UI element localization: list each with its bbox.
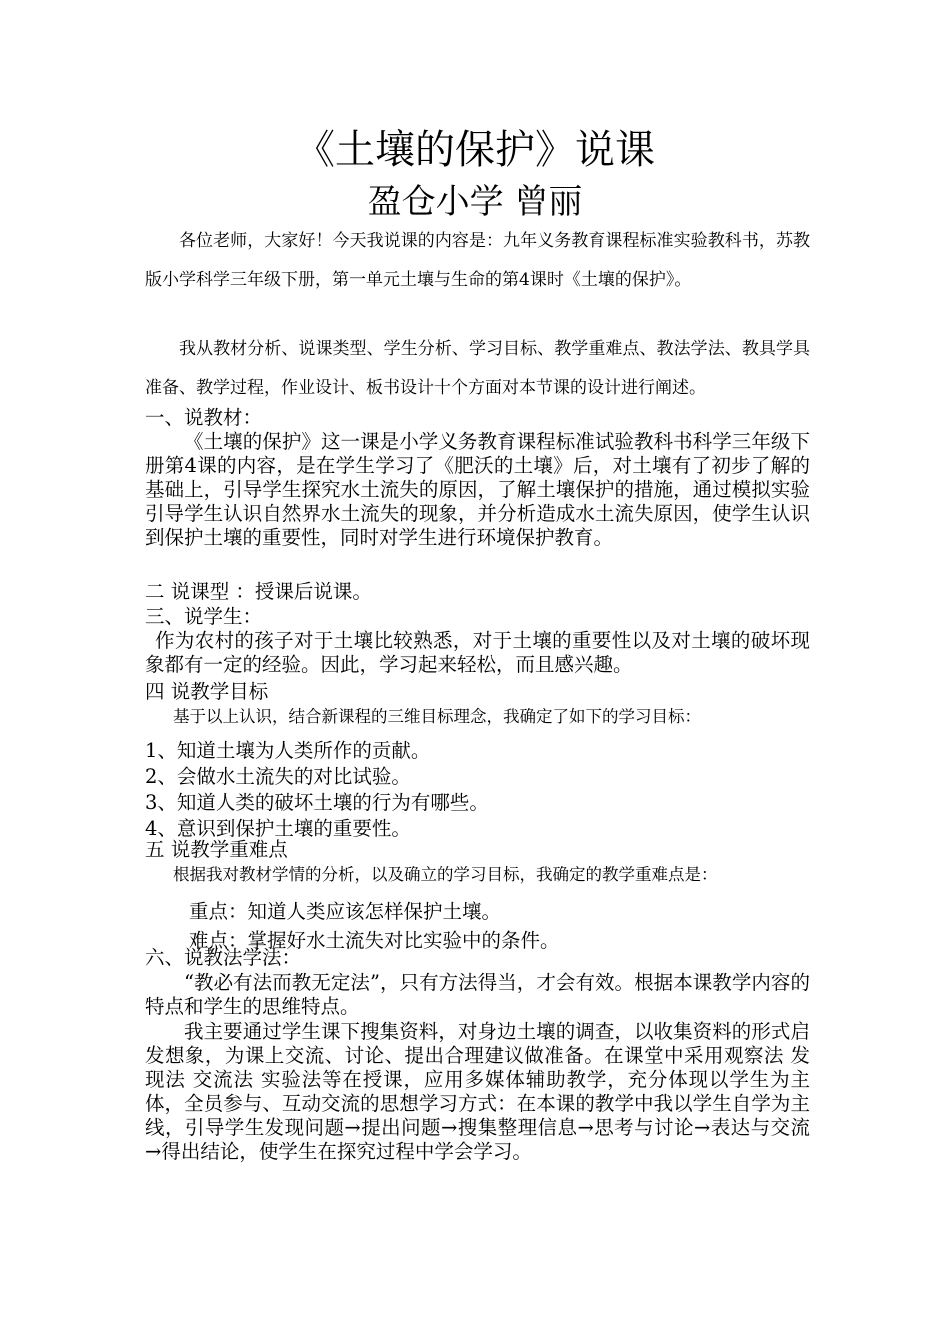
section-1-text: 《土壤的保护》这一课是小学义务教育课程标准试验教科书科学三年级下册第4课的内容，是在学生学习了《肥沃的土壤》后，对土壤有了初步了解的基础上，引导学生探究水土流失的原因，了解土壤保护的措施，通过模拟实验引导学生认识自然界水土流失的现象，并分析造成水土流失原因，使学生认识到保护土壤的重要性，同时对学生进行环境保护教育。 <box>145 430 810 549</box>
section-5-lead: 根据我对教材学情的分析，以及确立的学习目标，我确定的教学重难点是： <box>173 865 718 884</box>
author-line: 盈仓小学 曾丽 <box>367 182 583 222</box>
section-2-heading: 二 说课型 ：授课后说课。 <box>145 580 372 603</box>
document-title: 《土壤的保护》说课 <box>295 127 655 173</box>
intro-paragraph-2: 我从教材分析、说课类型、学生分析、学习目标、教学重难点、教法学法、教具学具准备、教学过程，作业设计、板书设计十个方面对本节课的设计进行阐述。 <box>145 339 810 398</box>
section-5-heading: 五 说教学重难点 <box>145 838 288 861</box>
section-6-paragraph-2: 我主要通过学生课下搜集资料，对身边土壤的调查，以收集资料的形式启发想象，为课上交流、讨论、提出合理建议做准备。在课堂中采用观察法 发现法 交流法 实验法等在授课，应用多媒体辅助教学，充分体现以学生为主体，全员参与、互动交流的思想学习方式：在本课的教学中我以学生自学为主线，引导学生发现问题→提出问题→搜集整理信息→思考与讨论→表达与交流→得出结论，使学生在探究过程中学会学习。 <box>145 1020 810 1163</box>
section-1-heading: 一、说教材： <box>145 406 263 429</box>
section-4-heading: 四 说教学目标 <box>145 680 269 703</box>
section-6-paragraph-1: “教必有法而教无定法”，只有方法得当，才会有效。根据本课教学内容的特点和学生的思维特点。 <box>145 971 810 1018</box>
intro-paragraph-1: 各位老师，大家好！今天我说课的内容是：九年义务教育课程标准实验教科书，苏教版小学科学三年级下册，第一单元土壤与生命的第4课时《土壤的保护》。 <box>145 231 810 290</box>
list-item: 1、知道土壤为人类所作的贡献。 <box>145 739 431 762</box>
list-item: 3、知道人类的破坏土壤的行为有哪些。 <box>145 791 489 814</box>
section-6-heading: 六、说教法学法： <box>145 946 302 969</box>
list-item: 4、意识到保护土壤的重要性。 <box>145 817 411 840</box>
goals-list <box>145 738 810 842</box>
difficult-point: 难点：掌握好水土流失对比实验中的条件。 <box>189 929 560 952</box>
section-3-heading: 三、说学生： <box>145 605 263 628</box>
section-3-text: 作为农村的孩子对于土壤比较熟悉，对于土壤的重要性以及对土壤的破坏现象都有一定的经验。因此，学习起来轻松，而且感兴趣。 <box>145 629 810 676</box>
list-item: 2、会做水土流失的对比试验。 <box>145 765 411 788</box>
section-4-lead: 基于以上认识，结合新课程的三维目标理念，我确定了如下的学习目标： <box>173 707 701 726</box>
key-point: 重点：知道人类应该怎样保护土壤。 <box>189 900 502 923</box>
